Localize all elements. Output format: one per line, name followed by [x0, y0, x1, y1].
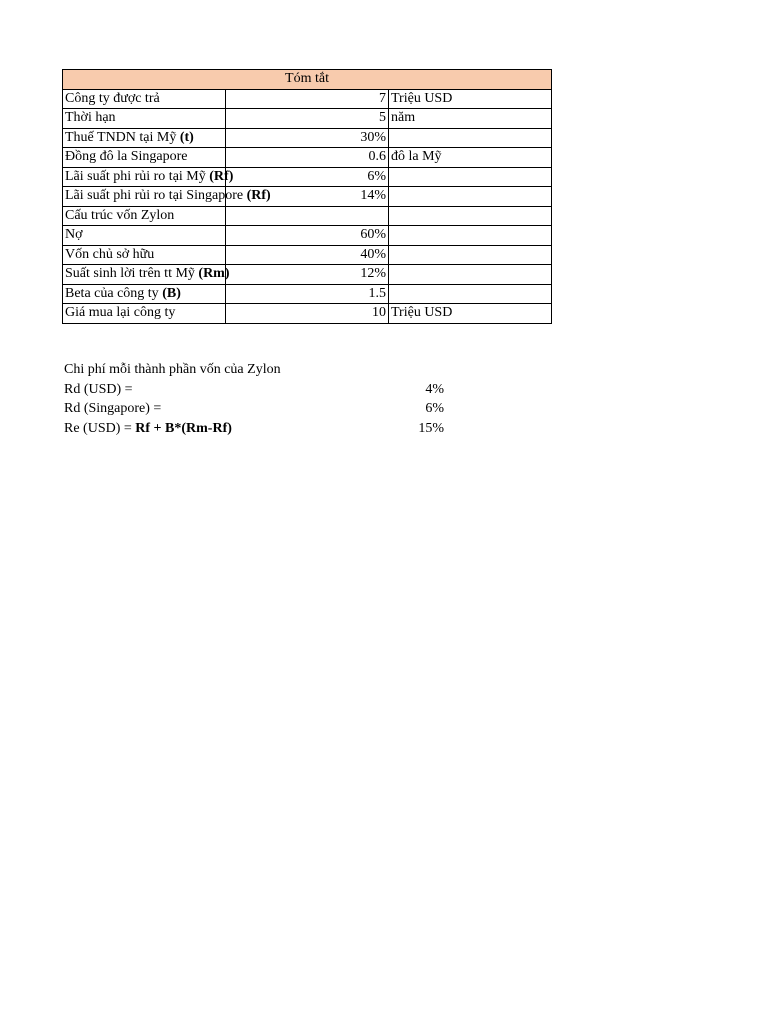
summary-label-text: Suất sinh lời trên tt Mỹ	[65, 266, 199, 282]
cost-row-value: 6%	[425, 401, 444, 416]
cost-label-text: Rd (Singapore) =	[64, 401, 162, 416]
summary-row-value: 60%	[226, 226, 389, 246]
summary-row-unit	[389, 167, 552, 187]
summary-row	[63, 226, 552, 246]
summary-row	[63, 89, 552, 109]
summary-label-text: Lãi suất phi rủi ro tại Singapore	[65, 188, 247, 204]
cost-of-capital-section	[64, 360, 444, 438]
summary-row-value: 0.6	[226, 148, 389, 168]
summary-row-label	[63, 284, 226, 304]
summary-label-symbol: (Rm)	[198, 266, 230, 282]
cost-label-text: Re (USD) =	[64, 420, 136, 436]
summary-row-value: 1.5	[226, 284, 389, 304]
summary-row-value	[226, 206, 389, 226]
summary-row-label	[63, 304, 226, 324]
summary-row	[63, 148, 552, 168]
summary-label-text: Công ty được trả	[65, 90, 160, 106]
summary-title-row	[63, 70, 552, 90]
summary-row-label	[63, 245, 226, 265]
cost-of-capital-rows	[64, 380, 444, 439]
summary-row-unit	[389, 265, 552, 285]
summary-label-text: Vốn chủ sở hữu	[65, 246, 155, 262]
summary-row-unit: Triệu USD	[389, 304, 552, 324]
summary-row-unit: đô la Mỹ	[389, 148, 552, 168]
summary-row-label	[63, 128, 226, 148]
summary-row-label	[63, 109, 226, 129]
summary-row-label	[63, 187, 271, 207]
summary-label-symbol: (Rf)	[246, 188, 271, 204]
summary-row	[63, 109, 552, 129]
summary-row	[63, 304, 552, 324]
summary-row-unit	[389, 128, 552, 148]
cost-of-capital-heading: Chi phí mỗi thành phần vốn của Zylon	[64, 362, 281, 377]
cost-row-label	[64, 380, 133, 400]
summary-row-unit: năm	[389, 109, 552, 129]
summary-row-value: 30%	[226, 128, 389, 148]
summary-row-value: 7	[226, 89, 389, 109]
summary-label-text: Giá mua lại công ty	[65, 305, 176, 321]
summary-row-label	[63, 89, 226, 109]
cost-row-label	[64, 419, 232, 439]
summary-row-label	[63, 265, 230, 285]
summary-label-text: Thuế TNDN tại Mỹ	[65, 129, 180, 145]
summary-row-unit: Triệu USD	[389, 89, 552, 109]
summary-label-text: Đồng đô la Singapore	[65, 149, 188, 165]
cost-row-value: 15%	[418, 420, 444, 436]
cost-of-capital-heading-row	[64, 360, 444, 380]
summary-row	[63, 128, 552, 148]
cost-row	[64, 419, 444, 439]
summary-row	[63, 265, 552, 285]
summary-row-value: 5	[226, 109, 389, 129]
summary-title: Tóm tắt	[63, 70, 552, 90]
summary-row-value: 6%	[226, 167, 389, 187]
summary-row	[63, 284, 552, 304]
summary-label-text: Lãi suất phi rủi ro tại Mỹ	[65, 168, 210, 184]
cost-formula: Rf + B*(Rm-Rf)	[135, 420, 232, 436]
summary-row-unit	[389, 206, 552, 226]
summary-row-unit	[389, 226, 552, 246]
cost-row-label	[64, 399, 161, 419]
summary-row-value: 10	[226, 304, 389, 324]
summary-table	[62, 69, 552, 324]
summary-row-value: 40%	[226, 245, 389, 265]
summary-label-text: Beta của công ty	[65, 285, 163, 301]
summary-row-value: 12%	[226, 265, 389, 285]
summary-row	[63, 206, 552, 226]
summary-label-symbol: (t)	[179, 129, 194, 145]
summary-row-label	[63, 167, 234, 187]
summary-label-symbol: (Rf)	[209, 168, 234, 184]
summary-row-label	[63, 148, 226, 168]
summary-row	[63, 245, 552, 265]
summary-row-label	[63, 206, 226, 226]
cost-label-text: Rd (USD) =	[64, 381, 133, 397]
cost-row	[64, 380, 444, 400]
summary-row-value: 14%	[226, 187, 389, 207]
summary-row-unit	[389, 245, 552, 265]
summary-label-symbol: (B)	[162, 285, 181, 301]
cost-row	[64, 399, 444, 419]
summary-label-text: Thời hạn	[65, 110, 116, 126]
cost-row-value: 4%	[425, 381, 444, 397]
summary-row-unit	[389, 284, 552, 304]
summary-row	[63, 187, 552, 207]
summary-row-unit	[389, 187, 552, 207]
summary-row-label	[63, 226, 226, 246]
summary-row	[63, 167, 552, 187]
summary-label-text: Cấu trúc vốn Zylon	[65, 207, 175, 223]
summary-label-text: Nợ	[65, 227, 83, 243]
